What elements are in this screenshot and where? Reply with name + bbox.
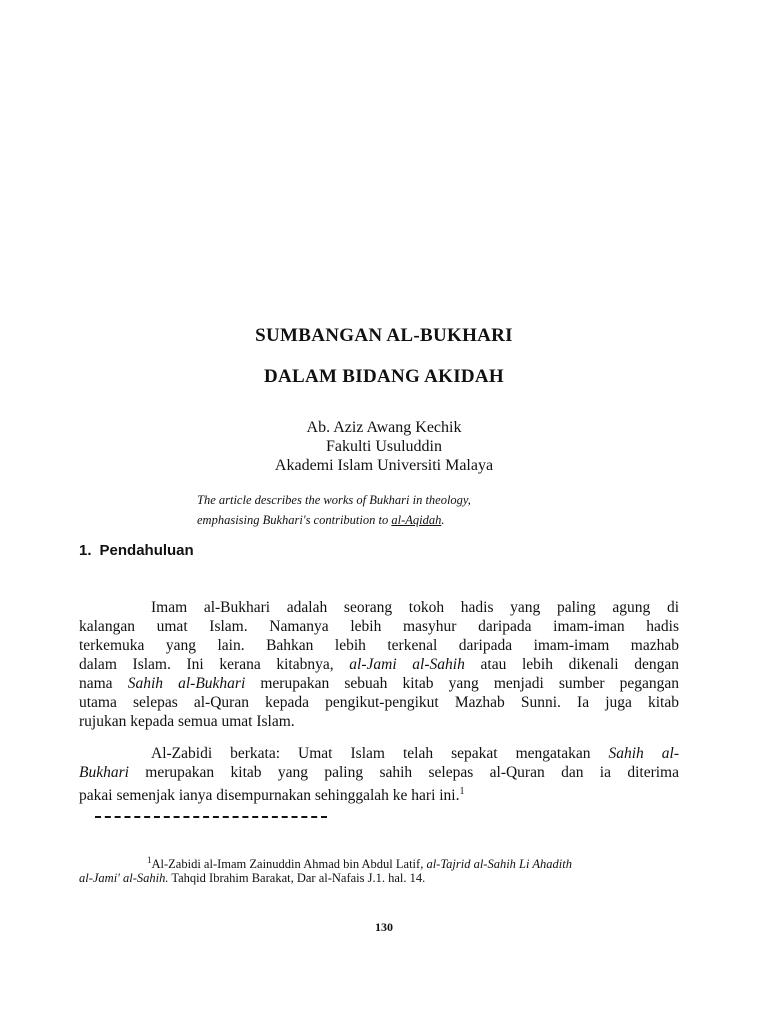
section-number: 1. [79,542,92,559]
body-text: dalam Islam. Ini kerana kitabnya, [79,656,350,673]
abstract-line-2 [197,510,577,530]
body-text: merupakan kitab yang paling sahih selepas al-Quran dan ia diterima [128,764,679,781]
paragraph-1-line-1: Imam al-Bukhari adalah seorang tokoh hadis yang paling agung di [151,599,679,616]
paragraph-1-line-2: kalangan umat Islam. Namanya lebih masyhur daripada imam-iman hadis [79,618,679,635]
footnote-book-title: al-Jami' al-Sahih. [79,871,169,885]
paragraph-1-line-3: terkemuka yang lain. Bahkan lebih terkenal daripada imam-imam mazhab [79,637,679,654]
body-text: pakai semenjak ianya disempurnakan sehinggalah ke hari ini. [79,787,460,805]
footnote-text: Tahqid Ibrahim Barakat, Dar al-Nafais J.1. hal. 14. [168,871,426,885]
footnote-reference: 1 [459,786,465,797]
author-name: Ab. Aziz Awang Kechik [306,419,462,436]
book-title: Sahih al- [608,745,680,762]
author-faculty: Fakulti Usuluddin [325,438,442,455]
footnote-number: 1 [147,855,152,865]
book-title: Sahih al-Bukhari [127,675,246,692]
author-institution: Akademi Islam Universiti Malaya [274,457,494,474]
document-title-line-1: SUMBANGAN AL-BUKHARI [255,325,513,346]
abstract-text: emphasising Bukhari's contribution to [197,513,392,527]
body-text: nama [79,675,128,692]
paragraph-1-line-5 [79,674,679,693]
body-text: merupakan sebuah kitab yang menjadi sumber pegangan [245,675,679,692]
footnote-text: Al-Zabidi al-Imam Zainuddin Ahmad bin Abdul Latif, [151,857,427,872]
abstract-period: . [441,513,445,527]
paragraph-1-line-4 [79,655,679,674]
abstract-term: al-Aqidah [391,513,442,527]
book-title: Bukhari [79,764,129,781]
paragraph-2-line-2 [79,763,679,782]
body-text: Al-Zabidi berkata: Umat Islam telah sepakat mengatakan [151,745,609,762]
page-number: 130 [375,920,393,934]
paragraph-2-line-3 [79,782,679,805]
section-heading [79,542,194,559]
book-title: al-Jami al-Sahih [349,656,465,673]
abstract-line-1: The article describes the works of Bukhari in theology, [197,493,471,507]
footnote-book-title: al-Tajrid al-Sahih Li Ahadith [426,857,572,872]
section-title: Pendahuluan [99,542,194,559]
footnote-divider [95,816,327,818]
document-title-line-2: DALAM BIDANG AKIDAH [263,366,505,387]
body-text: atau lebih dikenali dengan [464,656,680,673]
paragraph-1-line-7: rujukan kepada semua umat Islam. [79,713,295,730]
paragraph-1-line-6: utama selepas al-Quran kepada pengikut-pengikut Mazhab Sunni. Ia juga kitab [79,694,679,711]
paragraph-2-line-1 [151,744,679,763]
footnote-line-2 [79,869,679,887]
